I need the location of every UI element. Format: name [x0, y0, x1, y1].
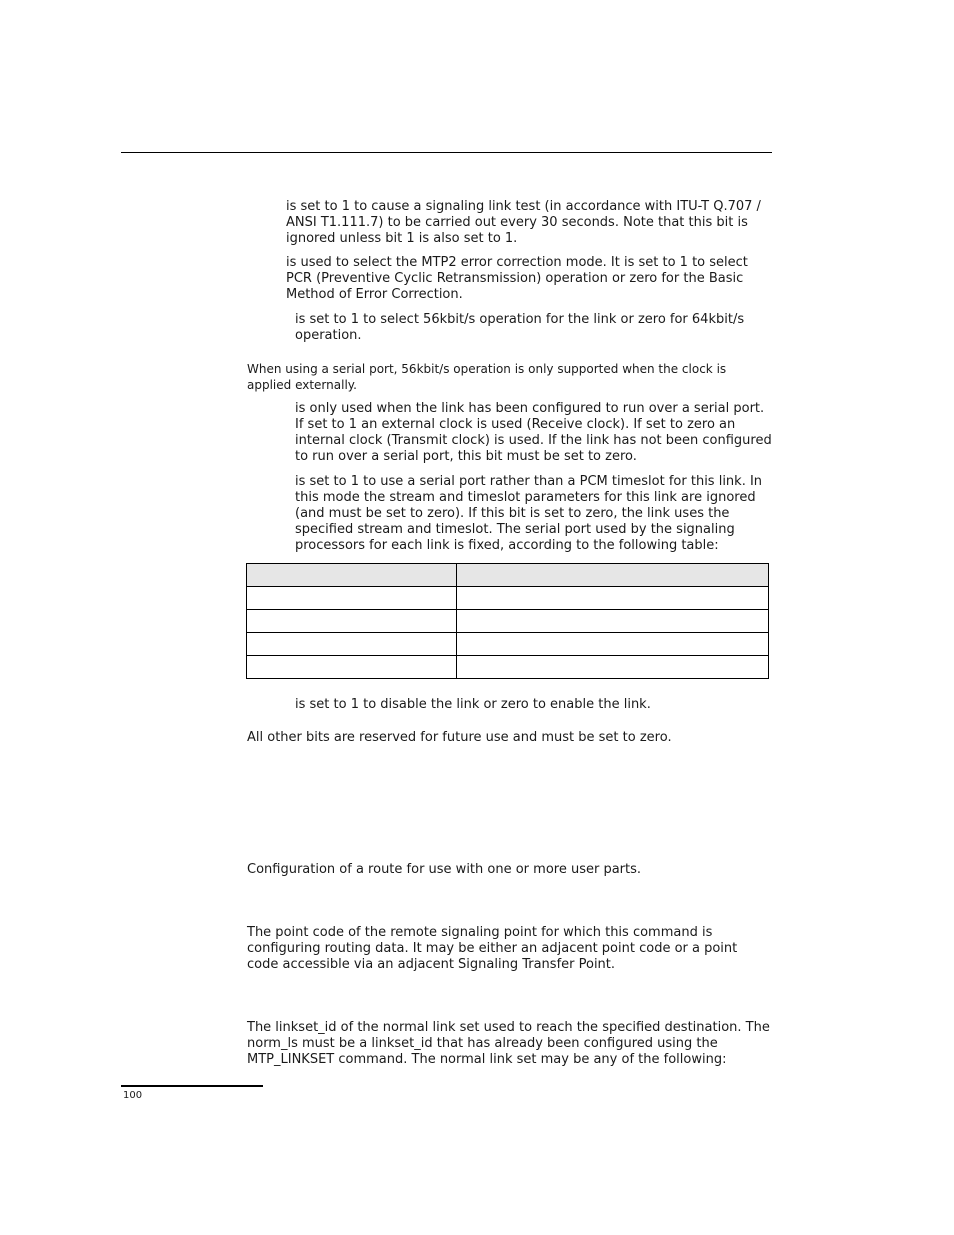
- table-header-cell: [457, 564, 769, 587]
- table-cell: [457, 587, 769, 610]
- paragraph-normal-link-set: The linkset_id of the normal link set used to reach the specified destination. The norm_ls must be a linkset_id that has already been configured using the MTP_LINKSET command. The normal link set may be any of the following:: [247, 1020, 770, 1067]
- paragraph-link-test-bit: is set to 1 to cause a signaling link test (in accordance with ITU-T Q.707 / ANSI T1.111.7) to be carried out every 30 seconds. Note that this bit is ignored unless bit 1 is also set to 1.: [286, 199, 761, 246]
- table-cell: [457, 633, 769, 656]
- header-rule: [121, 152, 772, 153]
- paragraph-route-description: Configuration of a route for use with one or more user parts.: [247, 862, 642, 877]
- page-number: 100: [123, 1090, 143, 1101]
- table-header-row: [247, 564, 769, 587]
- table-cell: [247, 633, 457, 656]
- paragraph-error-correction-bit: is used to select the MTP2 error correction mode. It is set to 1 to select PCR (Preventive Cyclic Retransmission) operation or zero for the Basic Method of Error Correction.: [286, 255, 748, 302]
- table-cell: [247, 656, 457, 679]
- table-row: [247, 587, 769, 610]
- paragraph-destination-point-code: The point code of the remote signaling point for which this command is configuring routing data. It may be either an adjacent point code or a point code accessible via an adjacent Signaling Transfer Point.: [247, 925, 738, 972]
- table-cell: [247, 610, 457, 633]
- table-cell: [457, 610, 769, 633]
- serial-port-table: [246, 563, 769, 679]
- footer-rule: [121, 1085, 263, 1087]
- table-header-cell: [247, 564, 457, 587]
- paragraph-disable-link-bit: is set to 1 to disable the link or zero to enable the link.: [295, 697, 651, 712]
- paragraph-reserved-bits: All other bits are reserved for future use and must be set to zero.: [247, 730, 672, 745]
- paragraph-56kbit-bit: is set to 1 to select 56kbit/s operation for the link or zero for 64kbit/s operation.: [295, 312, 745, 343]
- table-row: [247, 656, 769, 679]
- table-row: [247, 610, 769, 633]
- paragraph-clock-source-bit: is only used when the link has been configured to run over a serial port. If set to 1 an external clock is used (Receive clock). If set to zero an internal clock (Transmit clock) is used. If the link has not been configured to run over a serial port, this bit must be set to zero.: [295, 401, 772, 464]
- table-row: [247, 633, 769, 656]
- table-cell: [247, 587, 457, 610]
- paragraph-serial-port-bit: is set to 1 to use a serial port rather than a PCM timeslot for this link. In this mode the stream and timeslot parameters for this link are ignored (and must be set to zero). If this bit is set to zero, the link uses the specified stream and timeslot. The serial port used by the signaling processors for each link is fixed, according to the following table:: [295, 474, 763, 553]
- note-serial-port-clock: When using a serial port, 56kbit/s operation is only supported when the clock is applied externally.: [247, 362, 727, 392]
- table-cell: [457, 656, 769, 679]
